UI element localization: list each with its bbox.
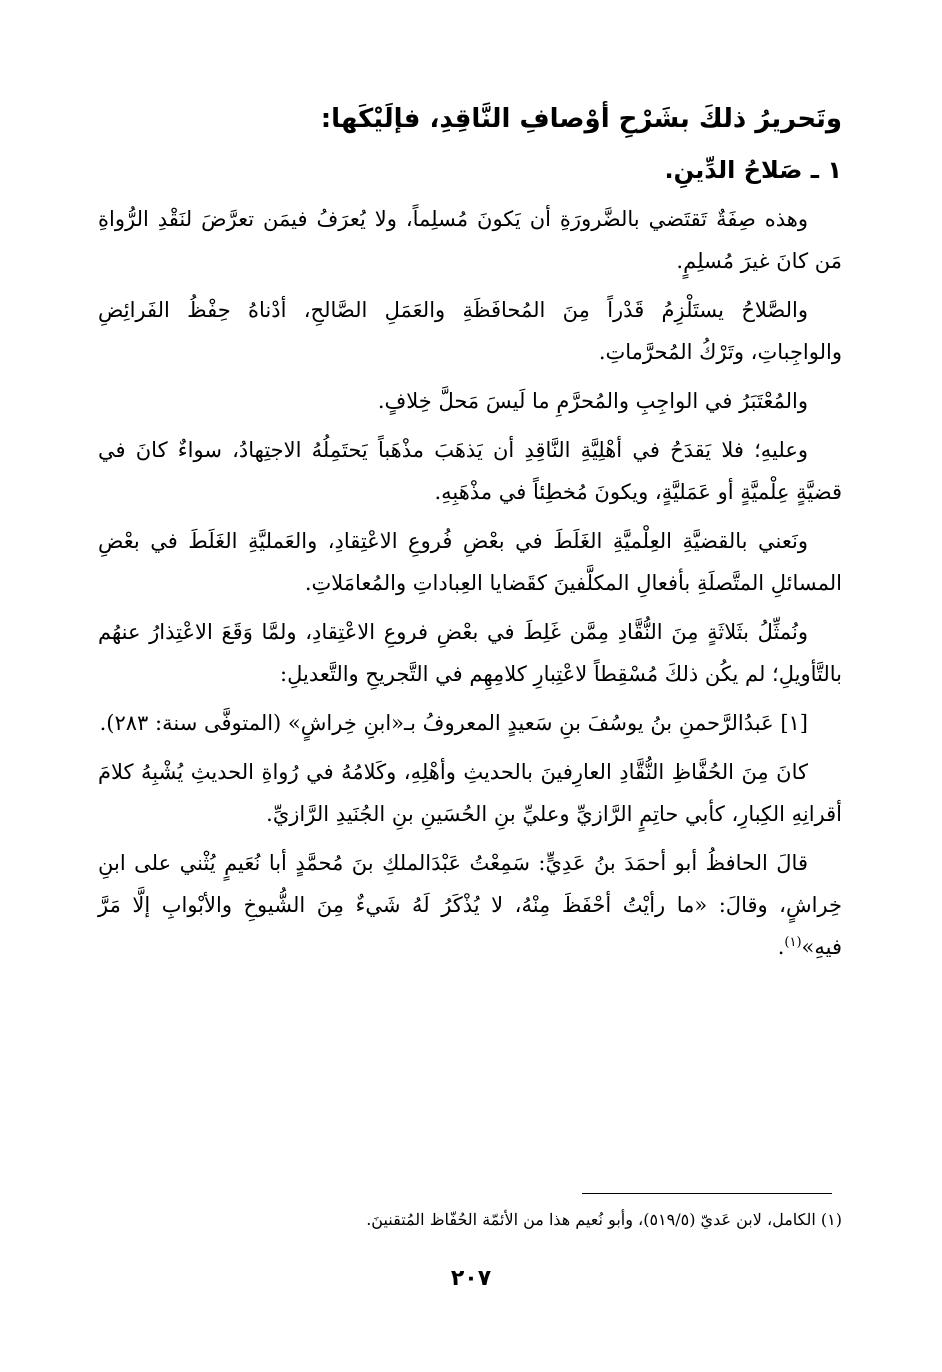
page-number: ٢٠٧ (450, 1266, 492, 1291)
page-body (98, 96, 842, 975)
paragraph-end-mark: . (777, 935, 785, 959)
quote-text: قالَ الحافظُ أبو أحمَدَ بنُ عَدِيٍّ: سَمِعْتُ عَبْدَالملكِ بنَ مُحمَّدٍ أبا نُعَيمٍ يُثْني على ابنِ خِراشٍ، وقالَ: «ما رأيْتُ أحْفَظَ مِنْهُ، لا يُذْكَرُ لَهُ شَيءٌ مِنَ الشُّيوخِ والأبْوابِ إلَّا مَرَّ فيهِ» (98, 851, 842, 959)
section-heading: وتَحريرُ ذلكَ بشَرْحِ أوْصافِ النَّاقِدِ، فإلَيْكَها: (320, 104, 842, 134)
paragraph: ونُمثِّلُ بثَلاثَةٍ مِنَ النُّقَّادِ مِمَّن غَلِطَ في بعْضِ فروعِ الاعْتِقادِ، ولمَّا وَقَعَ الاعْتِذارُ عنهُم بالتَّأويلِ؛ لم يكُن ذلكَ مُسْقِطاً لاعْتِبارِ كلامِهِم في التَّجريحِ والتَّعديلِ: (98, 620, 842, 686)
paragraph: ونَعني بالقضيَّةِ العِلْميَّةِ الغَلَطَ في بعْضِ فُروعِ الاعْتِقادِ، والعَمليَّةِ الغَلَطَ في بعْضِ المسائلِ المتَّصلَةِ بأفعالِ المكلَّفينَ كقَضايا العِباداتِ والمُعامَلاتِ. (98, 529, 842, 595)
paragraph: كانَ مِنَ الحُفَّاظِ النُّقَّادِ العارِفينَ بالحديثِ وأهْلِهِ، وكَلامُهُ في رُواةِ الحديثِ يُشْبِهُ كلامَ أقرانِهِ الكِبارِ، كأبي حاتِمٍ الرَّازيِّ وعليِّ بنِ الحُسَينِ بنِ الجُنَيدِ الرَّازيِّ. (98, 760, 842, 826)
paragraph: والصَّلاحُ يستَلْزِمُ قَدْراً مِنَ المُحافَظَةِ والعَمَلِ الصَّالحِ، أدْناهُ حِفْظُ الفَرائِضِ والواجِباتِ، وتَرْكُ المُحرَّماتِ. (98, 298, 842, 364)
footnote: (١) الكامل، لابن عَديّ (٥١٩/٥)، وأبو نُعيم هذا من الأئمّة الحُفّاظ المُتقنينَ. (366, 1210, 842, 1229)
subsection-label: صَلاحُ الدِّينِ. (664, 156, 803, 184)
quote-paragraph (98, 842, 842, 968)
paragraph: والمُعْتَبَرُ في الواجِبِ والمُحرَّمِ ما لَيسَ مَحلَّ خِلافٍ. (377, 389, 808, 413)
subsection-number: ١ ـ (810, 156, 842, 184)
footnote-marker[interactable]: (١) (784, 935, 802, 950)
paragraph: وهذه صِفَةٌ تَقتَضي بالضَّرورَةِ أن يَكونَ مُسلِماً، ولا يُعرَفُ فيمَن تعرَّضَ لنَقْدِ الرُّواةِ مَن كانَ غيرَ مُسلِمٍ. (98, 207, 842, 273)
subsection-title (98, 148, 842, 192)
footnote-separator (582, 1193, 832, 1194)
narrator-entry: [١] عَبدُالرَّحمنِ بنُ يوسُفَ بنِ سَعيدٍ المعروفُ بـ«ابنِ خِراشٍ» (المتوفَّى سنة: ٢٨٣). (99, 711, 808, 735)
paragraph: وعليهِ؛ فلا يَقدَحُ في أهْلِيَّةِ النَّاقِدِ أن يَذهَبَ مذْهَباً يَحتَمِلُهُ الاجتِهادُ، سواءٌ كانَ في قضيَّةٍ عِلْميَّةٍ أو عَمَليَّةٍ، ويكونَ مُخطِئاً في مذْهَبِهِ. (98, 438, 842, 504)
